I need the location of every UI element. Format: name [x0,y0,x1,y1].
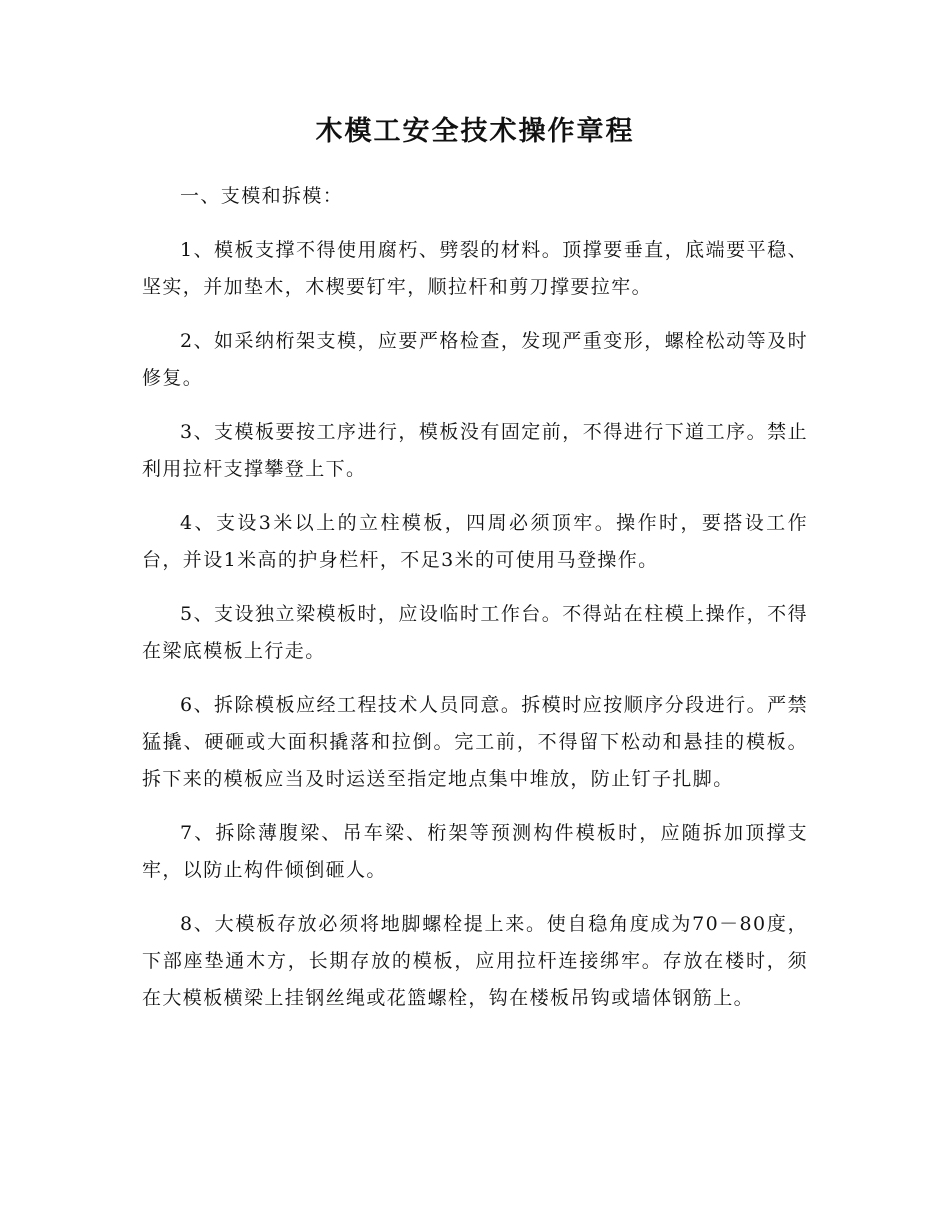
paragraph-8: 8、大模板存放必须将地脚螺栓提上来。使自稳角度成为70－80度，下部座垫通木方，长期存放的模板，应用拉杆连接绑牢。存放在楼时，须在大模板横梁上挂钢丝绳或花篮螺栓，钩在楼板吊钩或墙体钢筋上。 [142,913,808,1009]
document-title: 木模工安全技术操作章程 [315,116,635,147]
paragraph-3: 3、支模板要按工序进行，模板没有固定前，不得进行下道工序。禁止利用拉杆支撑攀登上下。 [142,421,808,480]
paragraph-5: 5、支设独立梁模板时，应设临时工作台。不得站在柱模上操作，不得在梁底模板上行走。 [142,603,808,662]
paragraph-4: 4、支设3米以上的立柱模板，四周必须顶牢。操作时，要搭设工作台，并设1米高的护身栏杆，不足3米的可使用马登操作。 [142,512,808,571]
paragraph-6: 6、拆除模板应经工程技术人员同意。拆模时应按顺序分段进行。严禁猛撬、硬砸或大面积撬落和拉倒。完工前，不得留下松动和悬挂的模板。拆下来的模板应当及时运送至指定地点集中堆放，防止钉子扎脚。 [142,694,808,790]
section-heading: 一、支模和拆模： [180,185,344,207]
paragraph-1: 1、模板支撑不得使用腐朽、劈裂的材料。顶撑要垂直，底端要平稳、坚实，并加垫木，木楔要钉牢，顺拉杆和剪刀撑要拉牢。 [142,239,808,298]
paragraph-2: 2、如采纳桁架支模，应要严格检查，发现严重变形，螺栓松动等及时修复。 [142,330,808,389]
paragraph-7: 7、拆除薄腹梁、吊车梁、桁架等预测构件模板时，应随拆加顶撑支牢，以防止构件倾倒砸人。 [142,822,808,881]
document-page [142,108,808,1034]
